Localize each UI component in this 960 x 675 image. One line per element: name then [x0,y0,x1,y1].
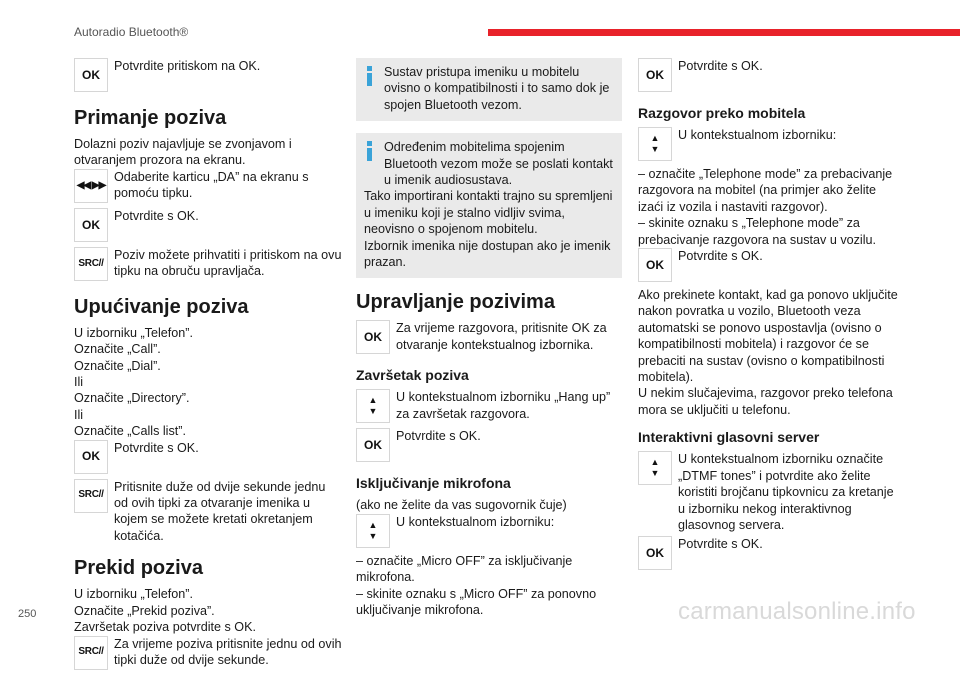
paragraph: (ako ne želite da vas sugovornik čuje) [356,498,567,513]
ok-button-icon: OK [74,440,108,474]
paragraph: Završetak poziva potvrdite s OK. [74,620,256,635]
instruction-row [74,479,342,545]
src-button-icon: SRC// [74,247,108,281]
section-heading-upravljanje: Upravljanje pozivima [356,291,555,314]
up-down-arrows-icon: ▲ ▼ [638,451,672,485]
instruction-text: Potvrdite s OK. [114,208,199,223]
instruction-text: U kontekstualnom izborniku „Hang up” za završetak razgovora. [396,390,611,421]
page-number: 250 [18,608,37,620]
instruction-text: Odaberite karticu „DA” na ekranu s pomoću tipku. [114,169,309,201]
paragraph: Ako prekinete kontakt, kad ga ponovo uključite nakon povratka u vozilo, Bluetooth veza automatski se ponovo uspostavlja (ovisno o kompatibilnosti mobitela) i razgovor će se prebaciti na sustav (ovisno o kompatibilnosti mobitela). [638,288,898,385]
instruction-row [638,536,902,572]
instruction-row [638,451,902,533]
instruction-text: Potvrdite s OK. [396,429,481,444]
info-icon [366,141,372,161]
info-text: Izbornik imenika nije dostupan ako je imenik prazan. [364,238,611,270]
paragraph: – označite „Telephone mode” za prebacivanje razgovora na mobitel (na primjer ako želite izaći iz vozila i nastaviti razgovor). [638,167,893,214]
paragraph: – skinite oznaku s „Micro OFF” za ponovno uključivanje mikrofona. [356,586,597,618]
instruction-row [638,58,902,94]
section-heading-razgovor: Razgovor preko mobitela [638,105,806,121]
instruction-row [356,389,622,425]
paragraph: Označite „Call”. [74,342,161,357]
ok-button-icon: OK [74,208,108,242]
instruction-text: Za vrijeme poziva pritisnite jednu od ovih tipki duže od dvije sekunde. [114,636,342,667]
paragraph: Dolazni poziv najavljuje se zvonjavom i otvaranjem prozora na ekranu. [74,137,292,168]
section-heading-prekid: Prekid poziva [74,557,203,580]
instruction-row [74,440,342,476]
info-text: Određenim mobitelima spojenim Bluetooth vezom može se poslati kontakt u imenik audiosustava. [384,140,613,188]
paragraph: Označite „Calls list”. [74,424,186,439]
paragraph: Označite „Directory”. [74,391,190,406]
header-title: Autoradio Bluetooth® [74,25,189,39]
ok-button-icon: OK [356,320,390,354]
instruction-row [74,208,342,244]
src-button-icon: SRC// [74,636,108,670]
instruction-text: Potvrdite pritiskom na OK. [114,59,261,73]
instruction-text: Potvrdite s OK. [678,249,763,264]
info-text: Sustav pristupa imeniku u mobitelu ovisno o kompatibilnosti i to samo dok je spojen Bluetooth vezom. [384,65,610,112]
instruction-text: U kontekstualnom izborniku označite „DTMF tones” i potvrdite ako želite koristiti brojčanu tipkovnicu za kretanje u izborniku nekog interaktivnog glasovnog servera. [678,452,894,532]
paragraph: U nekim slučajevima, razgovor preko telefona mora se uključiti u telefonu. [638,386,893,417]
instruction-text: Potvrdite s OK. [114,440,199,455]
src-button-icon: SRC// [74,479,108,513]
ok-button-icon: OK [638,248,672,282]
instruction-row [356,514,622,550]
section-heading-mikrofon: Isključivanje mikrofona [356,475,511,492]
skip-buttons-icon: ◀◀ ▶▶ [74,169,108,203]
header-accent-bar [488,29,960,36]
instruction-text: U kontekstualnom izborniku: [678,128,837,142]
info-icon [366,66,372,86]
instruction-row [638,248,902,284]
section-heading-ivr: Interaktivni glasovni server [638,429,820,446]
up-down-arrows-icon: ▲ ▼ [638,127,672,161]
ok-button-icon: OK [638,58,672,92]
ok-button-icon: OK [74,58,108,92]
ok-button-icon: OK [638,536,672,570]
section-heading-primanje: Primanje poziva [74,107,227,129]
paragraph: Ili [74,375,84,390]
instruction-text: Poziv možete prihvatiti i pritiskom na ovu tipku na obruču upravljača. [114,247,342,279]
instruction-text: Potvrdite s OK. [678,59,763,73]
paragraph: U izborniku „Telefon”. [74,587,193,602]
paragraph: Označite „Prekid poziva”. [74,603,215,618]
info-box [356,133,622,278]
instruction-text: Za vrijeme razgovora, pritisnite OK za otvaranje kontekstualnog izbornika. [396,321,607,352]
paragraph: Ili [74,407,84,422]
instruction-text: U kontekstualnom izborniku: [396,514,555,529]
instruction-text: Potvrdite s OK. [678,537,763,552]
watermark: carmanualsonline.info [678,598,916,625]
info-box [356,58,622,121]
paragraph: – skinite oznaku s „Telephone mode” za prebacivanje razgovora na sustav u vozilu. [638,216,877,247]
instruction-row [356,320,622,356]
ok-button-icon: OK [356,428,390,462]
section-heading-zavrsetak: Završetak poziva [356,367,469,384]
up-down-arrows-icon: ▲ ▼ [356,514,390,548]
paragraph: – označite „Micro OFF” za isključivanje mikrofona. [356,553,573,585]
paragraph: U izborniku „Telefon”. [74,325,193,340]
instruction-row [74,169,342,205]
instruction-text: Pritisnite duže od dvije sekunde jednu od ovih tipki za otvaranje imenika u kojem se možete kretati okretanjem kotačića. [114,479,326,543]
instruction-row [74,636,342,672]
instruction-row [74,247,342,283]
info-text: Tako importirani kontakti trajno su spremljeni u imeniku koji je stalno vidljiv svima, neovisno o spojenom mobitelu. [364,189,613,237]
column-right [638,58,902,575]
up-down-arrows-icon: ▲ ▼ [356,389,390,423]
instruction-row [356,428,622,464]
column-left [74,58,342,675]
instruction-row [638,127,902,163]
paragraph: Označite „Dial”. [74,358,161,373]
instruction-row [74,58,342,94]
column-middle [356,58,622,619]
section-heading-upucivanje: Upućivanje poziva [74,295,249,318]
